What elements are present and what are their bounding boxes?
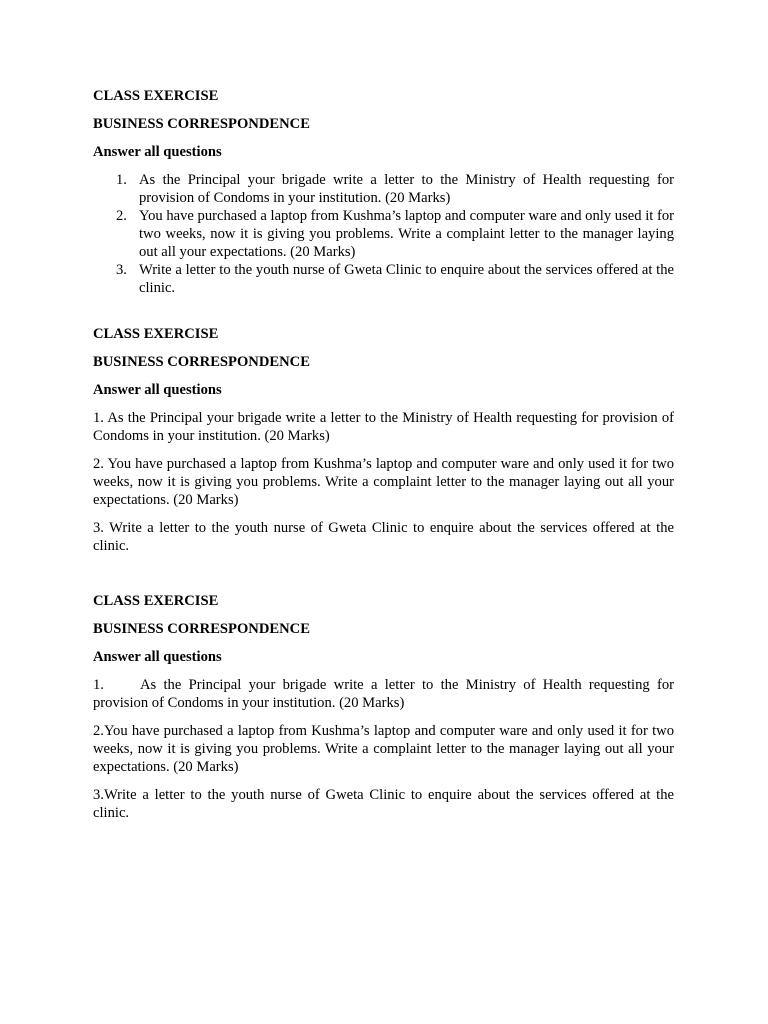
question-text: As the Principal your brigade write a letter to the Ministry of Health requesting for provision of Condoms in your institution. (20 Marks) xyxy=(93,677,674,711)
question-text: As the Principal your brigade write a letter to the Ministry of Health requesting for provision of Condoms in your institution. (20 Marks) xyxy=(139,172,674,206)
question-item xyxy=(93,207,674,261)
question-number: 1. xyxy=(116,172,127,188)
exercise-subtitle: BUSINESS CORRESPONDENCE xyxy=(93,116,310,132)
exercise-title: CLASS EXERCISE xyxy=(93,593,219,609)
exercise-block-3 xyxy=(93,592,674,822)
question-list xyxy=(93,171,674,297)
question-paragraph: 2.You have purchased a laptop from Kushma’s laptop and computer ware and only used it for two weeks, now it is giving you problems. Write a complaint letter to the manager laying out all your expectations. (20 Marks) xyxy=(93,723,674,775)
exercise-subtitle: BUSINESS CORRESPONDENCE xyxy=(93,621,310,637)
exercise-instruction: Answer all questions xyxy=(93,382,222,398)
question-list xyxy=(93,676,674,822)
question-number: 2. xyxy=(116,208,127,224)
exercise-block-1 xyxy=(93,87,674,297)
exercise-subtitle: BUSINESS CORRESPONDENCE xyxy=(93,354,310,370)
question-text: You have purchased a laptop from Kushma’s laptop and computer ware and only used it for two weeks, now it is giving you problems. Write a complaint letter to the manager laying out all your expectations. (20 Marks) xyxy=(139,208,674,260)
question-item xyxy=(93,261,674,297)
exercise-instruction: Answer all questions xyxy=(93,649,222,665)
exercise-title: CLASS EXERCISE xyxy=(93,88,219,104)
question-paragraph: 3.Write a letter to the youth nurse of Gweta Clinic to enquire about the services offered at the clinic. xyxy=(93,787,674,821)
question-paragraph xyxy=(93,676,674,712)
question-number: 3. xyxy=(116,262,127,278)
question-paragraph: 2. You have purchased a laptop from Kushma’s laptop and computer ware and only used it for two weeks, now it is giving you problems. Write a complaint letter to the manager laying out all your expectations. (20 Marks) xyxy=(93,456,674,508)
question-number: 1. xyxy=(93,677,104,693)
exercise-title: CLASS EXERCISE xyxy=(93,326,219,342)
question-paragraph: 1. As the Principal your brigade write a letter to the Ministry of Health requesting for provision of Condoms in your institution. (20 Marks) xyxy=(93,410,674,444)
question-paragraph: 3. Write a letter to the youth nurse of Gweta Clinic to enquire about the services offered at the clinic. xyxy=(93,520,674,554)
question-text: Write a letter to the youth nurse of Gweta Clinic to enquire about the services offered at the clinic. xyxy=(139,262,674,296)
question-list xyxy=(93,409,674,555)
exercise-instruction: Answer all questions xyxy=(93,144,222,160)
question-item xyxy=(93,171,674,207)
exercise-block-2 xyxy=(93,325,674,555)
